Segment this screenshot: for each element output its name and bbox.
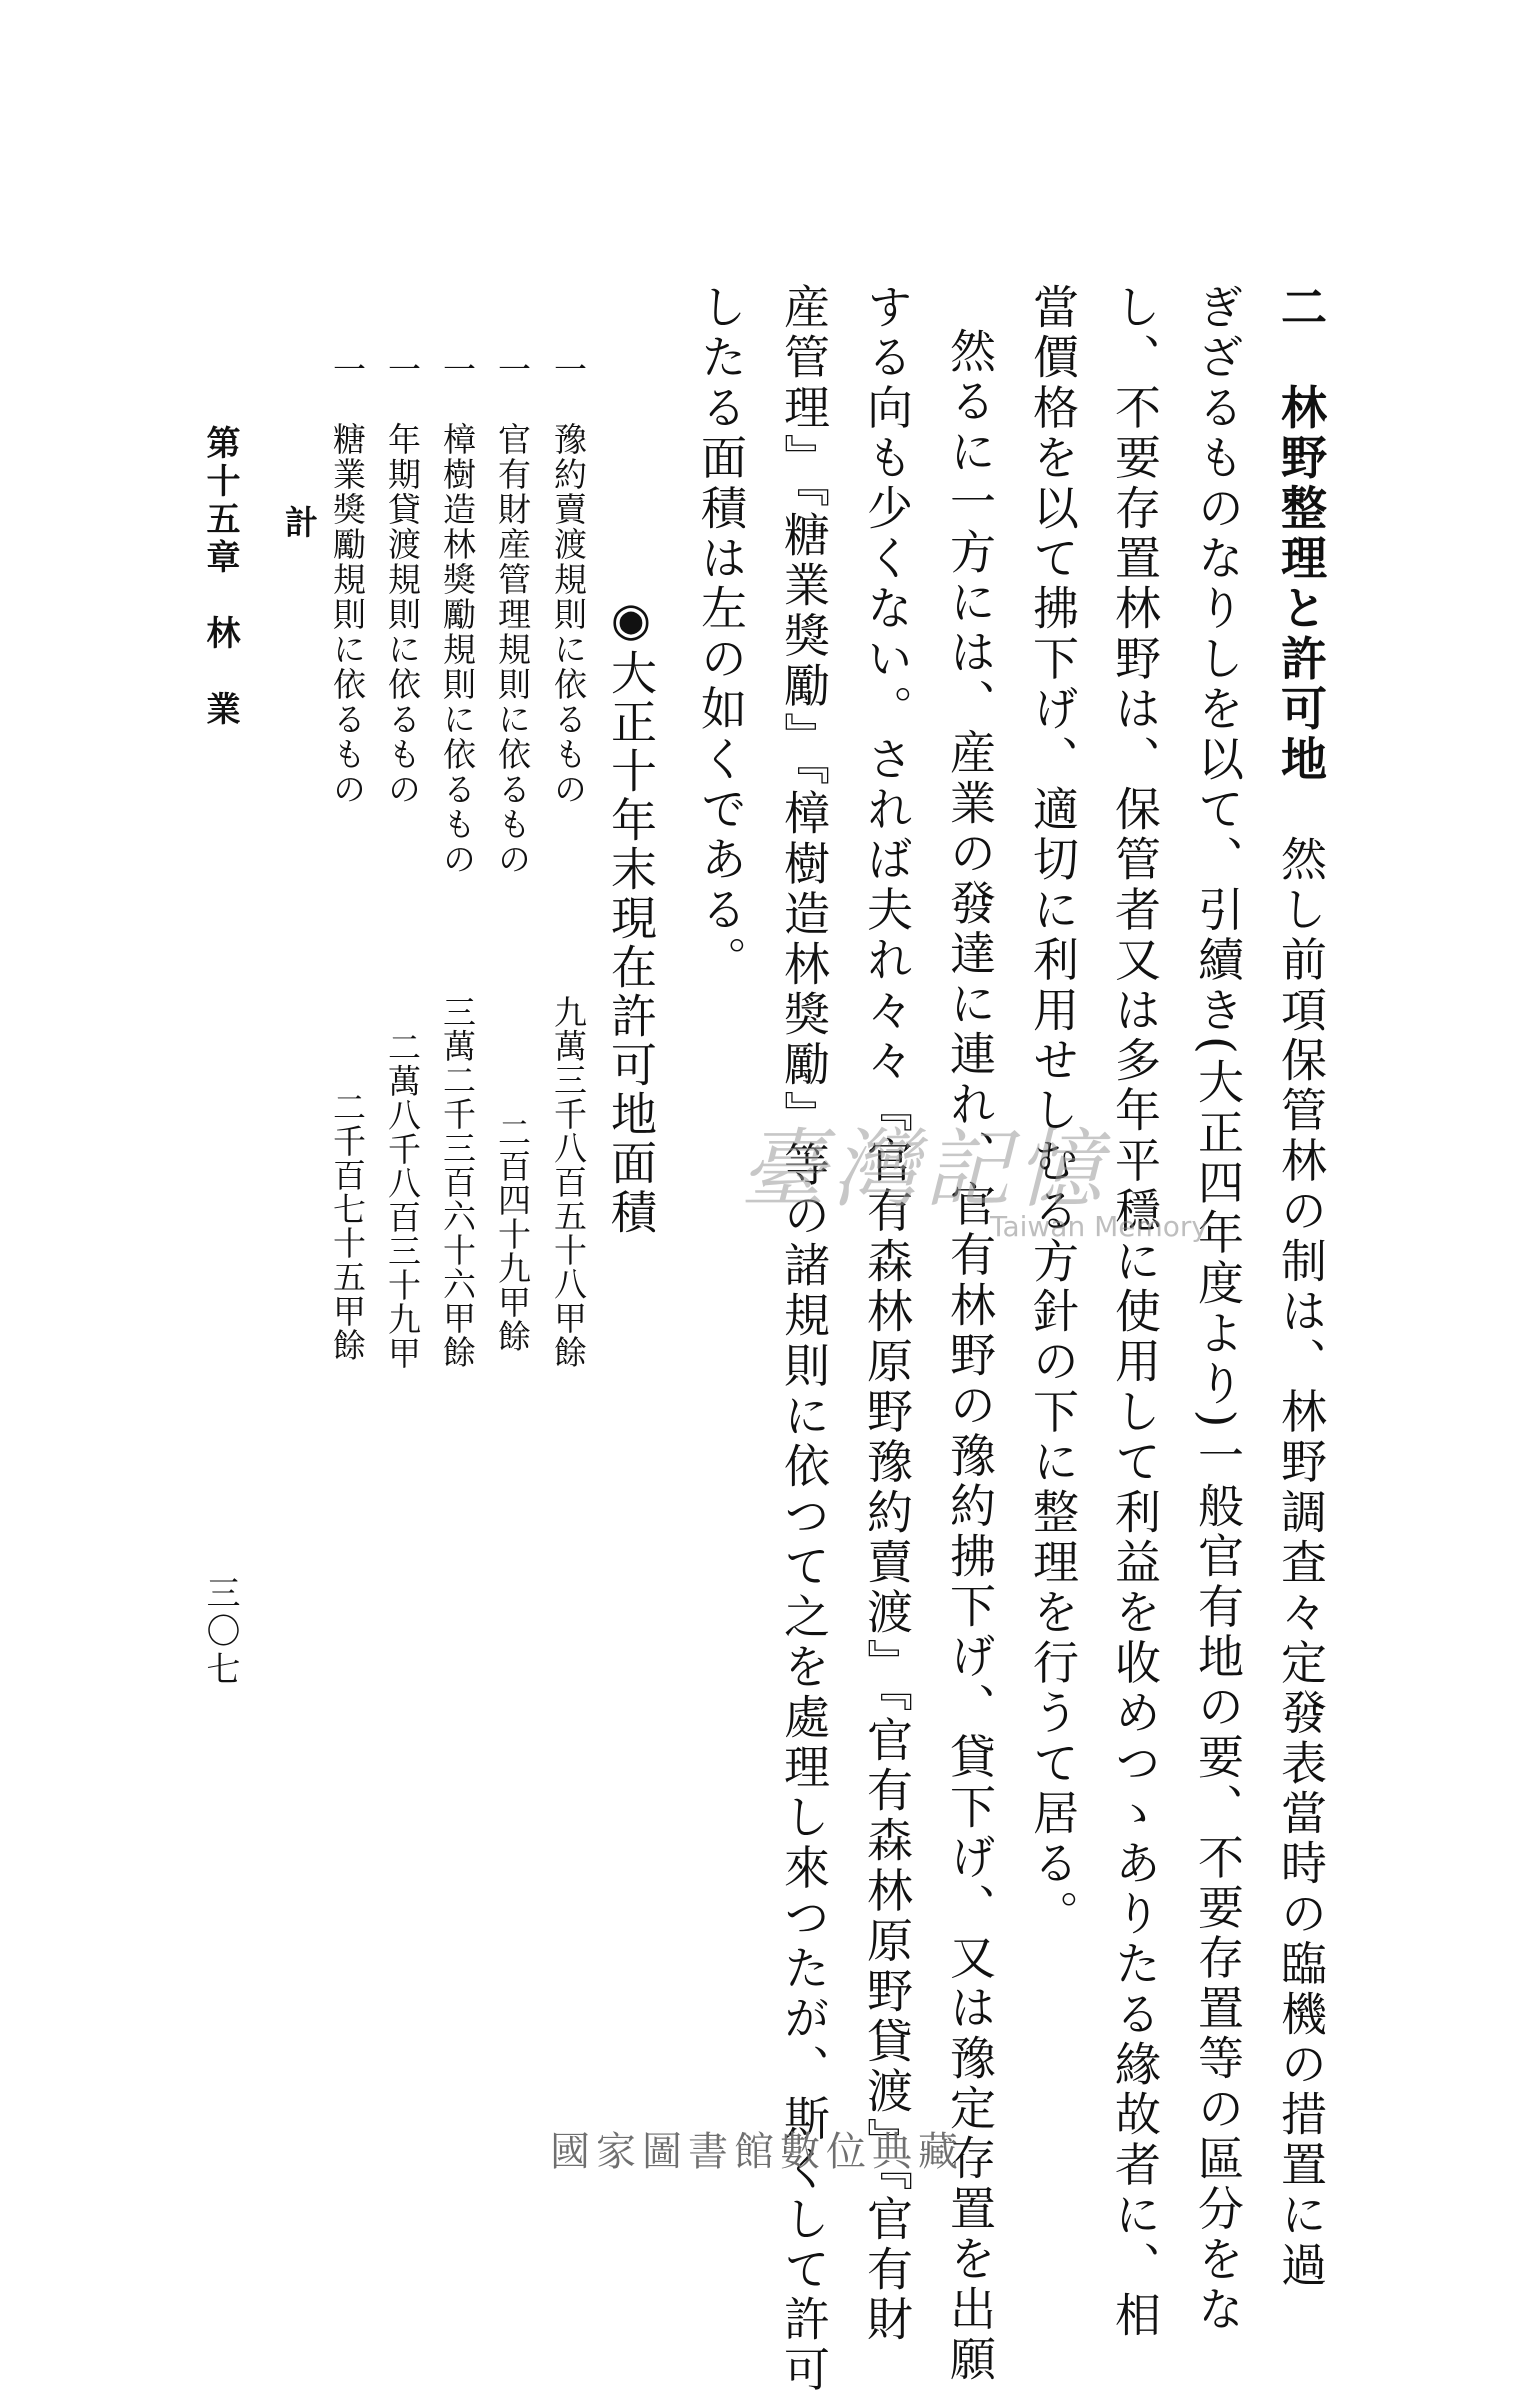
table-row-value: 二萬八千八百三十九甲 (383, 1030, 422, 1370)
table-row-label: 一 年期貸渡規則に依るもの (383, 352, 422, 807)
table-total-label: 計 (280, 505, 319, 540)
section-number: 二 (1274, 283, 1328, 334)
table-row-value: 九萬三千八百五十八甲餘 (549, 995, 588, 1369)
body-line-1: 然し前項保管林の制は、林野調査々定發表當時の臨機の措置に過 (1274, 835, 1328, 2292)
table-row-label: 一 豫約賣渡規則に依るもの (549, 352, 588, 807)
watermark-main-text: 臺灣記憶 (740, 1120, 1108, 1220)
body-line-8: したる面積は左の如くである。 (694, 283, 748, 986)
body-column-8 (694, 283, 748, 986)
section-column-1 (1274, 283, 1328, 2292)
watermark-sub-text: Taiwan Memory (990, 1210, 1208, 1243)
table-heading: ◉大正十年末現在許可地面積 (604, 592, 658, 1237)
body-line-6: する向も少くない。されば夫れ々々『官有森林原野豫約賣渡』『官有森林原野貸渡』『官有財 (860, 283, 914, 2346)
watermark-logo (740, 1100, 1210, 1260)
chapter-title: 第十五章 林 業 (200, 425, 240, 729)
table-row-value: 二百四十九甲餘 (493, 1115, 532, 1353)
body-column-6 (860, 283, 914, 2346)
body-line-2: ぎざるものなりしを以て、引續き(大正四年度より)一般官有地の要、不要存置等の區分をな (1191, 283, 1245, 2336)
body-column-3 (1108, 283, 1162, 2342)
body-line-3: し、不要存置林野は、保管者又は多年平穩に使用して利益を收めつゝありたる緣故者に、相 (1108, 283, 1162, 2342)
section-title: 林野整理と許可地 (1274, 383, 1328, 786)
body-line-7: 産管理』『糖業獎勵』『樟樹造林獎勵』等の諸規則に依つて之を處理し來つたが、斯くして許可 (777, 283, 831, 2396)
body-column-2 (1191, 283, 1245, 2336)
body-line-5: 然るに一方には、産業の發達に連れ、官有林野の豫約拂下げ、貸下げ、又は豫定存置を出願 (943, 327, 997, 2386)
body-line-4: 當價格を以て拂下げ、適切に利用せしむる方針の下に整理を行うて居る。 (1026, 283, 1080, 1940)
table-row-label: 一 樟樹造林獎勵規則に依るもの (438, 352, 477, 877)
body-column-5 (943, 327, 997, 2386)
page-number: 三〇七 (200, 1575, 240, 1689)
archive-caption: 國家圖書館數位典藏 (550, 2129, 964, 2175)
table-row-label: 一 糖業獎勵規則に依るもの (328, 352, 367, 807)
body-column-7 (777, 283, 831, 2396)
table-row-value: 三萬二千三百六十六甲餘 (438, 995, 477, 1369)
table-row-value: 二千百七十五甲餘 (328, 1090, 367, 1362)
table-row-label: 一 官有財産管理規則に依るもの (493, 352, 532, 877)
